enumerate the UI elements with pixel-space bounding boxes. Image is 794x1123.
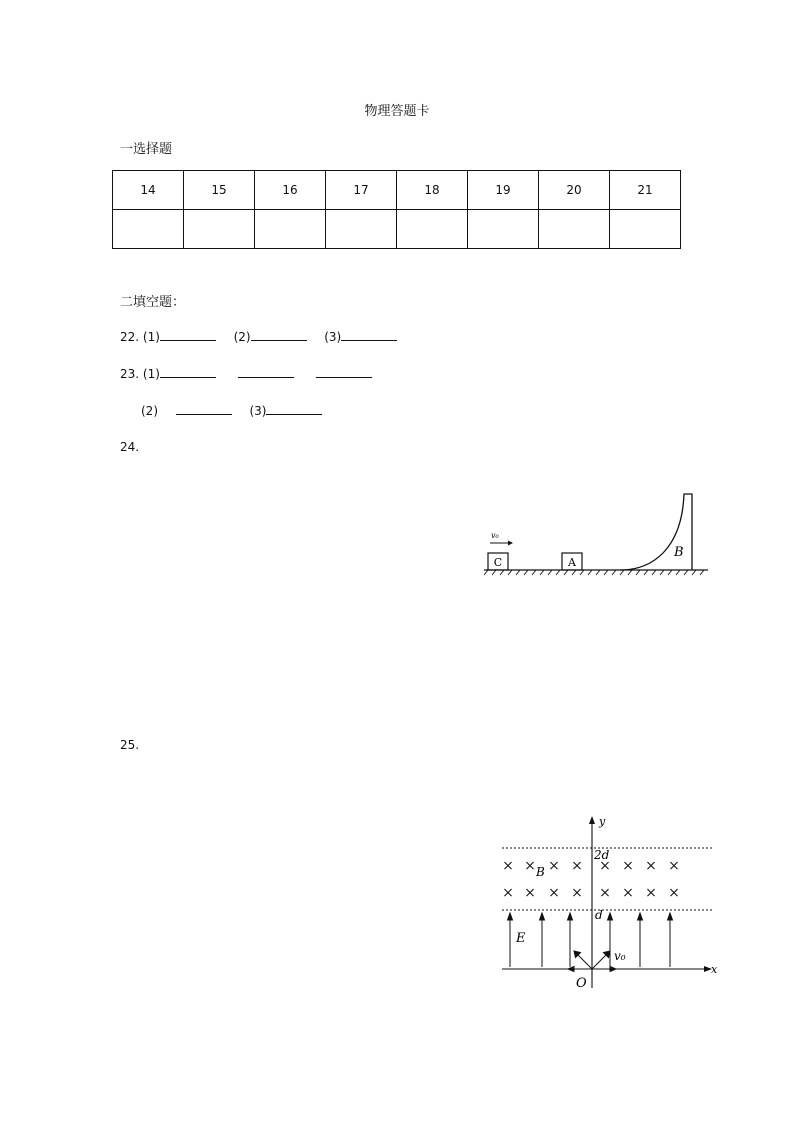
svg-text:×: × (622, 885, 634, 901)
answer-cell[interactable] (113, 210, 184, 249)
part-label: (3) (249, 404, 267, 418)
column-header: 16 (255, 171, 326, 210)
question-number: 22. (120, 330, 140, 344)
question-23 (120, 366, 372, 381)
column-header: 19 (468, 171, 539, 210)
svg-text:×: × (645, 858, 657, 874)
y-axis-arrow (589, 816, 595, 824)
answer-cell[interactable] (255, 210, 326, 249)
answer-blank[interactable] (176, 403, 232, 415)
svg-text:×: × (548, 885, 560, 901)
svg-text:×: × (668, 858, 680, 874)
part-label: (1) (142, 367, 160, 381)
svg-text:×: × (524, 885, 536, 901)
answer-blank[interactable] (341, 329, 397, 341)
part-label: (2) (141, 404, 158, 418)
column-header: 15 (184, 171, 255, 210)
velocity-label: v₀ (614, 949, 626, 963)
question-22 (120, 329, 397, 344)
svg-text:×: × (502, 885, 514, 901)
svg-text:×: × (599, 858, 611, 874)
part-label: (3) (324, 330, 342, 344)
answer-blank[interactable] (266, 403, 322, 415)
answer-cell[interactable] (539, 210, 610, 249)
magnetic-field-label: B (536, 865, 545, 879)
section-fill-heading: 二填空题： (120, 295, 186, 310)
answer-row (113, 210, 681, 249)
electric-field-arrows (508, 913, 673, 967)
page-title: 物理答题卡 (364, 104, 430, 119)
svg-text:×: × (645, 885, 657, 901)
level-d-label: d (595, 908, 603, 922)
y-axis-label: y (599, 815, 606, 828)
block-c-label: C (493, 556, 503, 569)
answer-cell[interactable] (397, 210, 468, 249)
answer-blank[interactable] (251, 329, 307, 341)
answer-blank[interactable] (160, 329, 216, 341)
column-header: 14 (113, 171, 184, 210)
column-header: 17 (326, 171, 397, 210)
svg-text:×: × (548, 858, 560, 874)
ground-line (484, 570, 708, 575)
svg-text:×: × (622, 858, 634, 874)
question-number: 23. (120, 367, 140, 381)
question-24-number: 24. (120, 440, 140, 454)
velocity-arrow (490, 541, 513, 546)
origin-label: O (576, 976, 587, 991)
column-header: 21 (610, 171, 681, 210)
question-25-number: 25. (120, 738, 140, 752)
answer-cell[interactable] (326, 210, 397, 249)
choice-answer-table (112, 170, 681, 249)
electric-field-label: E (516, 931, 526, 946)
answer-cell[interactable] (468, 210, 539, 249)
q24-figure (480, 486, 712, 578)
answer-blank[interactable] (160, 366, 216, 378)
answer-blank[interactable] (238, 366, 294, 378)
velocity-label: v₀ (491, 531, 499, 540)
column-header: 20 (539, 171, 610, 210)
column-header: 18 (397, 171, 468, 210)
answer-cell[interactable] (184, 210, 255, 249)
x-axis-label: x (711, 963, 718, 976)
section-choice-heading: 一选择题 (120, 142, 173, 157)
question-23-line-2 (141, 403, 322, 418)
part-label: (2) (233, 330, 251, 344)
track-b-label: B (674, 545, 684, 560)
answer-cell[interactable] (610, 210, 681, 249)
level-2d-label: 2d (594, 848, 610, 862)
magnetic-field-marks (502, 858, 680, 901)
block-a-label: A (568, 556, 576, 569)
part-label: (1) (142, 330, 160, 344)
answer-blank[interactable] (316, 366, 372, 378)
svg-text:×: × (524, 858, 536, 874)
table-header-row (113, 171, 681, 210)
svg-text:×: × (668, 885, 680, 901)
svg-text:×: × (571, 885, 583, 901)
q25-figure (498, 812, 724, 992)
svg-text:×: × (571, 858, 583, 874)
svg-text:×: × (599, 885, 611, 901)
svg-text:×: × (502, 858, 514, 874)
